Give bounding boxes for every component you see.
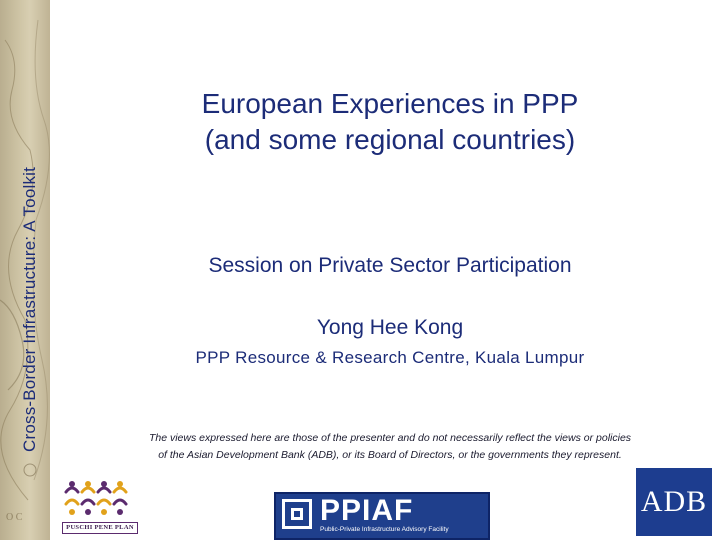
title-line-1: European Experiences in PPP	[201, 88, 579, 119]
presenter-organization: PPP Resource & Research Centre, Kuala Lumpur	[195, 348, 585, 367]
title-line-2: (and some regional countries)	[204, 124, 576, 155]
session-subtitle: Session on Private Sector Participation	[208, 254, 572, 277]
presenter-name: Yong Hee Kong	[316, 316, 464, 339]
ppiaf-square-icon	[282, 499, 312, 529]
toolkit-vertical-title: Cross-Border Infrastructure: A Toolkit	[20, 166, 39, 452]
svg-text:O C: O C	[6, 512, 23, 523]
disclaimer-line-1: The views expressed here are those of the presenter and do not necessarily reflect the views or policies	[148, 432, 632, 444]
ppiaf-tagline: Public-Private Infrastructure Advisory Facility	[320, 526, 449, 533]
pfp-logo-caption: PUSCHI PENE PLAN	[62, 522, 138, 534]
sidebar-map-strip	[0, 0, 50, 540]
ppiaf-logo	[274, 492, 490, 540]
adb-logo: ADB	[636, 468, 712, 536]
disclaimer	[100, 430, 680, 464]
disclaimer-line-2: of the Asian Development Bank (ADB), or its Board of Directors, or the governments they represent.	[158, 449, 622, 461]
ppiaf-wordmark: PPIAF	[320, 494, 414, 527]
slide-title	[120, 86, 660, 158]
